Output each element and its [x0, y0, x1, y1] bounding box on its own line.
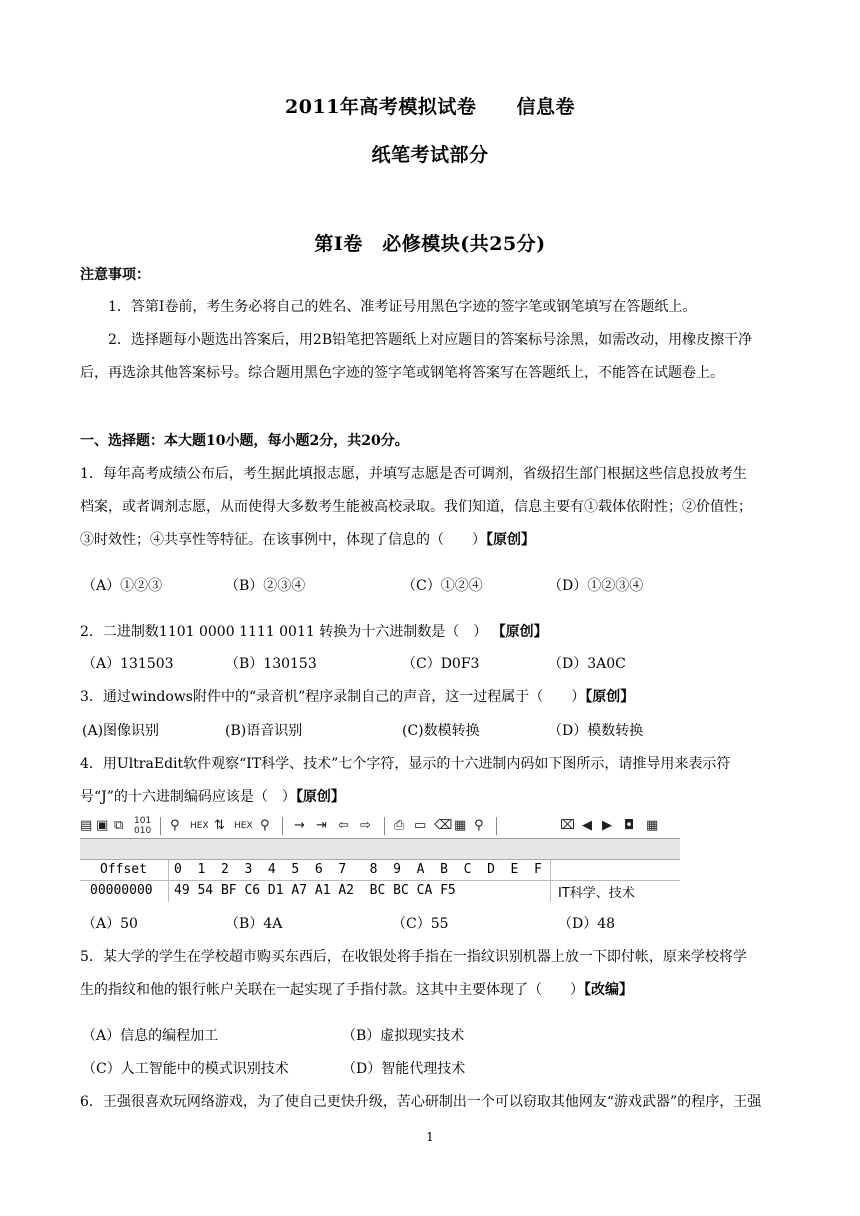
notes-item-2-line-2: 后，再选涂其他答案标号。综合题用黑色字迹的签字笔或钢笔将答案写在答题纸上，不能答在试题卷上。	[80, 365, 724, 381]
find-in-files-icon: ⚲	[260, 818, 270, 833]
q2-options	[80, 653, 780, 673]
q1-options	[80, 575, 780, 595]
q2-option-b: （B）130153	[225, 656, 317, 672]
q3-option-d: （D）模数转换	[548, 723, 644, 739]
part1-heading: 一、选择题：本大题10小题，每小题2分，共20分。	[80, 433, 409, 449]
q5-option-d: （D）智能代理技术	[342, 1061, 466, 1077]
paste-icon: ▤	[80, 818, 93, 833]
macro-icon: ⌧	[560, 818, 575, 833]
q5-line-2	[80, 979, 780, 999]
q5-options-row-2	[80, 1058, 780, 1078]
goto-icon: ⇥	[316, 818, 327, 833]
q5-stem-end: 生的指纹和他的银行帐户关联在一起实现了手指付款。这其中主要体现了（ ）	[80, 982, 584, 998]
q5-tag: 【改编】	[584, 982, 633, 998]
ultraedit-toolbar	[80, 814, 680, 839]
q5-option-a: （A）信息的编程加工	[82, 1028, 219, 1044]
q1-option-d: （D）①②③④	[548, 578, 644, 594]
q1-line-1: 1．每年高考成绩公布后，考生据此填报志愿，并填写志愿是否可调剂，省级招生部门根据这些信息投放考生	[80, 466, 747, 482]
window-icon: ▭	[414, 818, 427, 833]
q3-tag: 【原创】	[585, 689, 635, 705]
q2-option-a: （A）131503	[82, 656, 174, 672]
q1-option-c: （C）①②④	[402, 578, 483, 594]
q2-tag: 【原创】	[491, 624, 548, 640]
clipboard-icon: ▣	[96, 818, 109, 833]
exam-subtitle: 纸笔考试部分	[371, 144, 489, 166]
notes-item-2-line-1: 2．选择题每小题选出答案后，用2B铅笔把答题纸上对应题目的答案标号涂黑，如需改动，用橡皮擦干净	[108, 332, 753, 348]
q2-stem: 2．二进制数1101 0000 1111 0011 转换为十六进制数是（ ）	[80, 624, 488, 640]
q2-option-c: （C）D0F3	[402, 656, 480, 672]
q5-line-1: 5．某大学的学生在学校超市购买东西后，在收银处将手指在一指纹识别机器上放一下即付帐，原来学校将学	[80, 949, 747, 965]
exam-title	[0, 92, 860, 119]
page-number: 1	[426, 1130, 434, 1144]
q3-line-1	[80, 686, 780, 706]
q3-options	[80, 720, 780, 740]
search-icon: ⚲	[474, 818, 484, 833]
q1-option-a: （A）①②③	[82, 578, 163, 594]
section-title: 第Ⅰ卷 必修模块(共25分)	[314, 233, 546, 255]
exam-title-main: 2011年高考模拟试卷	[285, 96, 477, 118]
hex-offset-header: Offset	[100, 862, 147, 877]
q5-options-row-1	[80, 1025, 780, 1045]
camera-icon: ◘	[624, 818, 635, 833]
q1-option-b: （B）②③④	[225, 578, 306, 594]
hex-column-header: 0 1 2 3 4 5 6 7 8 9 A B C D E F	[174, 862, 542, 877]
play-forward-icon: ▶	[602, 818, 612, 833]
print-icon: ⎙	[394, 818, 405, 833]
q3-option-a: (A)图像识别	[82, 723, 160, 739]
q3-stem: 3．通过windows附件中的“录音机”程序录制自己的声音，这一过程属于（ ）	[80, 689, 586, 705]
q4-option-d: （D）48	[558, 916, 616, 932]
find-icon: ⚲	[170, 818, 180, 833]
back-icon: ⇦	[338, 818, 349, 833]
binary-toggle-icon: 101 010	[134, 816, 152, 836]
hex-bytes: 49 54 BF C6 D1 A7 A1 A2 BC BC CA F5	[174, 883, 456, 898]
calculator-icon: ▦	[454, 818, 467, 833]
notes-heading: 注意事项：	[80, 267, 150, 283]
replace-hex-icon: HEX	[234, 821, 253, 831]
q5-option-c: （C）人工智能中的模式识别技术	[82, 1061, 289, 1077]
exam-title-subject: 信息卷	[516, 96, 575, 118]
forward-icon: ⇨	[360, 818, 371, 833]
q4-line-1: 4．用UltraEdit软件观察“IT科学、技术”七个字符，显示的十六进制内码如下图所示，请推导用来表示符	[80, 756, 731, 772]
q5-option-b: （B）虚拟现实技术	[342, 1028, 465, 1044]
q4-option-c: （C）55	[392, 916, 449, 932]
replace-icon: ⇅	[214, 818, 225, 833]
hex-grid	[80, 860, 680, 902]
q4-tag: 【原创】	[295, 789, 345, 805]
q2-line-1	[80, 621, 780, 641]
q2-option-d: （D）3A0C	[548, 656, 626, 672]
q4-option-a: （A）50	[82, 916, 138, 932]
q1-line-2: 档案，或者调剂志愿，从而使得大多数考生能被高校录取。我们知道，信息主要有①载体依附性；②价值性；	[80, 499, 752, 515]
q3-option-b: (B)语音识别	[225, 723, 303, 739]
q6-line-1: 6．王强很喜欢玩网络游戏，为了使自己更快升级，苦心研制出一个可以窃取其他网友“游戏武器”的程序，王强	[80, 1094, 762, 1110]
play-back-icon: ◀	[582, 818, 592, 833]
q4-stem-end: 号“J”的十六进制编码应该是（ ）	[80, 789, 296, 805]
q4-line-2	[80, 786, 780, 806]
q4-option-b: （B）4A	[225, 916, 283, 932]
hex-view-header-bar	[80, 839, 680, 860]
notes-item-1: 1．答第Ⅰ卷前，考生务必将自己的姓名、准考证号用黑色字迹的签字笔或钢笔填写在答题纸上。	[108, 299, 697, 315]
q1-stem-end: ③时效性；④共享性等特征。在该事例中，体现了信息的（ ）	[80, 532, 486, 548]
q3-option-c: (C)数模转换	[402, 723, 480, 739]
arrow-right-icon: →	[294, 818, 305, 833]
q1-line-3	[80, 529, 780, 549]
copy-icon: ⧉	[114, 818, 124, 833]
hex-text-column: IT科学、技术	[558, 886, 635, 901]
grid-icon: ▦	[646, 818, 659, 833]
find-hex-icon: HEX	[190, 821, 209, 831]
erase-icon: ⌫	[434, 818, 453, 833]
hex-offset-value: 00000000	[90, 883, 153, 898]
q4-options	[80, 913, 780, 933]
q1-tag: 【原创】	[486, 532, 535, 548]
